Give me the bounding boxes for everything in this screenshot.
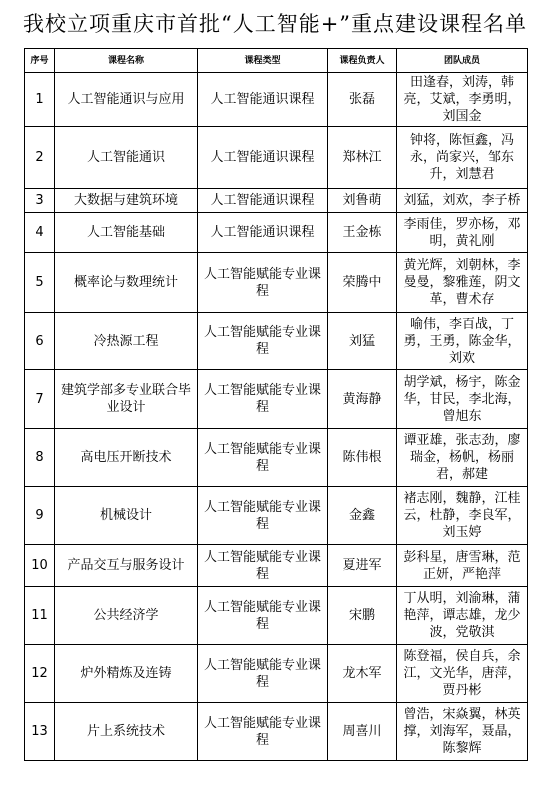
table-row: [25, 189, 528, 213]
course-lead: 张磊: [328, 73, 397, 127]
course-name: 大数据与建筑环境: [55, 189, 198, 213]
team-members: 李雨佳，罗亦杨，邓明，黄礼刚: [397, 213, 528, 253]
table-row: [25, 253, 528, 313]
course-lead: 金鑫: [328, 487, 397, 545]
course-type: 人工智能赋能专业课程: [198, 253, 328, 313]
course-lead: 郑林江: [328, 127, 397, 189]
team-members: 陈登福，侯自兵，余江，文光华，唐萍，贾丹彬: [397, 645, 528, 703]
row-number: 11: [25, 587, 55, 645]
table-row: [25, 370, 528, 429]
row-number: 8: [25, 429, 55, 487]
course-name: 炉外精炼及连铸: [55, 645, 198, 703]
team-members: 曾浩，宋焱翼，林英撑，刘海军，聂晶，陈黎辉: [397, 703, 528, 761]
column-header-type: 课程类型: [198, 49, 328, 73]
course-lead: 夏进军: [328, 545, 397, 587]
course-name: 人工智能通识与应用: [55, 73, 198, 127]
course-type: 人工智能通识课程: [198, 73, 328, 127]
team-members: 褚志刚，魏静，江桂云，杜静，李良军，刘玉婷: [397, 487, 528, 545]
course-type: 人工智能赋能专业课程: [198, 587, 328, 645]
course-lead: 陈伟根: [328, 429, 397, 487]
course-name: 人工智能基础: [55, 213, 198, 253]
table-row: [25, 703, 528, 761]
column-header-lead: 课程负责人: [328, 49, 397, 73]
row-number: 9: [25, 487, 55, 545]
course-table: [24, 48, 528, 761]
course-type: 人工智能赋能专业课程: [198, 487, 328, 545]
course-name: 公共经济学: [55, 587, 198, 645]
table-row: [25, 587, 528, 645]
column-header-course: 课程名称: [55, 49, 198, 73]
column-header-no: 序号: [25, 49, 55, 73]
table-row: [25, 429, 528, 487]
course-name: 概率论与数理统计: [55, 253, 198, 313]
row-number: 7: [25, 370, 55, 429]
team-members: 田逢春，刘涛，韩亮，艾斌，李勇明，刘国金: [397, 73, 528, 127]
column-header-members: 团队成员: [397, 49, 528, 73]
course-name: 片上系统技术: [55, 703, 198, 761]
course-type: 人工智能赋能专业课程: [198, 645, 328, 703]
table-row: [25, 313, 528, 370]
page-title: 我校立项重庆市首批“人工智能+”重点建设课程名单: [22, 12, 528, 36]
course-type: 人工智能赋能专业课程: [198, 545, 328, 587]
row-number: 10: [25, 545, 55, 587]
course-name: 建筑学部多专业联合毕业设计: [55, 370, 198, 429]
course-lead: 王金栋: [328, 213, 397, 253]
course-name: 高电压开断技术: [55, 429, 198, 487]
table-row: [25, 545, 528, 587]
course-lead: 荣腾中: [328, 253, 397, 313]
course-name: 人工智能通识: [55, 127, 198, 189]
row-number: 4: [25, 213, 55, 253]
team-members: 谭亚雄，张志劲，廖瑞金，杨帆，杨丽君，郝建: [397, 429, 528, 487]
row-number: 2: [25, 127, 55, 189]
table-header-row: [25, 49, 528, 73]
team-members: 钟将，陈恒鑫，冯永，尚家兴，邹东升，刘慧君: [397, 127, 528, 189]
course-type: 人工智能通识课程: [198, 213, 328, 253]
course-type: 人工智能赋能专业课程: [198, 429, 328, 487]
table-row: [25, 487, 528, 545]
row-number: 13: [25, 703, 55, 761]
course-name: 机械设计: [55, 487, 198, 545]
course-name: 产品交互与服务设计: [55, 545, 198, 587]
team-members: 丁从明，刘渝琳，蒲艳萍，谭志雄，龙少波，党敬淇: [397, 587, 528, 645]
row-number: 12: [25, 645, 55, 703]
course-lead: 黄海静: [328, 370, 397, 429]
team-members: 黄光辉，刘朝林，李曼曼，黎雅莲，阴文革，曹术存: [397, 253, 528, 313]
team-members: 胡学斌，杨宇，陈金华，甘民，李北海，曾旭东: [397, 370, 528, 429]
row-number: 5: [25, 253, 55, 313]
course-name: 冷热源工程: [55, 313, 198, 370]
course-lead: 宋鹏: [328, 587, 397, 645]
table-row: [25, 645, 528, 703]
row-number: 1: [25, 73, 55, 127]
course-type: 人工智能通识课程: [198, 189, 328, 213]
team-members: 喻伟，李百战，丁勇，王勇，陈金华，刘欢: [397, 313, 528, 370]
course-type: 人工智能赋能专业课程: [198, 370, 328, 429]
table-row: [25, 127, 528, 189]
course-lead: 周喜川: [328, 703, 397, 761]
course-type: 人工智能通识课程: [198, 127, 328, 189]
course-lead: 刘猛: [328, 313, 397, 370]
row-number: 3: [25, 189, 55, 213]
course-type: 人工智能赋能专业课程: [198, 313, 328, 370]
row-number: 6: [25, 313, 55, 370]
team-members: 彭科星，唐雪琳，范正妍，严艳萍: [397, 545, 528, 587]
course-type: 人工智能赋能专业课程: [198, 703, 328, 761]
team-members: 刘猛，刘欢，李子桥: [397, 189, 528, 213]
course-lead: 刘鲁萌: [328, 189, 397, 213]
table-row: [25, 73, 528, 127]
table-row: [25, 213, 528, 253]
course-lead: 龙木军: [328, 645, 397, 703]
